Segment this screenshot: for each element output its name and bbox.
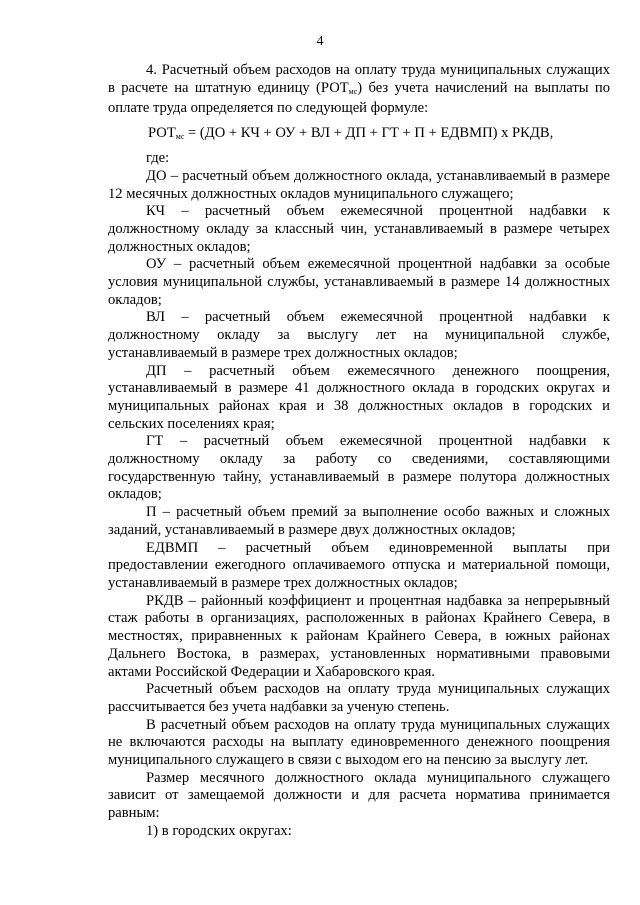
where-label: где:	[146, 150, 170, 167]
definition-p: П – расчетный объем премий за выполнение особо важных и сложных заданий, устанавливаемый в размере двух должностных окладов;	[108, 504, 610, 538]
paragraph-pension-bonus: В расчетный объем расходов на оплату труда муниципальных служащих не включаются расходы на выплату единовременного денежного поощрения муниципального служащего в связи с выходом его на пенсию за выслугу лет.	[108, 716, 610, 769]
list-item-urban-districts: 1) в городских округах:	[146, 822, 292, 839]
definition-edvmp: ЕДВМП – расчетный объем единовременной выплаты при предоставлении ежегодного оплачиваемого отпуска и материальной помощи, устанавливаемый в размере трех должностных окладов;	[108, 539, 610, 591]
definition-do: ДО – расчетный объем должностного оклада, устанавливаемый в размере 12 месячных должностных окладов муниципального служащего;	[108, 167, 610, 202]
definition-rkdv: РКДВ – районный коэффициент и процентная надбавка за непрерывный стаж работы в организациях, расположенных в районах Крайнего Севера, в местностях, приравненных к районам Крайнего Севера, в южных районах Дальнего Востока, в размерах, установленных нормативными правовыми актами Российской Федерации и Хабаровского края.	[108, 592, 610, 680]
paragraph-salary-size: Размер месячного должностного оклада муниципального служащего зависит от замещаемой должности и для расчета норматива принимается равным:	[108, 769, 610, 822]
document-body	[108, 62, 610, 841]
formula	[108, 124, 610, 146]
intro-text-after: ) без учета начислений на выплаты по оплате труда определяется по следующей формуле:	[108, 79, 610, 117]
definition-vl: ВЛ – расчетный объем ежемесячной процентной надбавки к должностному окладу за выслугу лет на муниципальной службе, устанавливаемый в размере трех должностных окладов;	[108, 309, 610, 361]
formula-lhs-subscript: мс	[175, 132, 185, 142]
formula-rhs: = (ДО + КЧ + ОУ + ВЛ + ДП + ГТ + П + ЕДВМП) х РКДВ,	[184, 125, 554, 142]
definition-kch: КЧ – расчетный объем ежемесячной процентной надбавки к должностному окладу за классный чин, устанавливаемый в размере четырех должностных окладов;	[108, 203, 610, 255]
intro-subscript: мс	[348, 86, 358, 96]
page-number: 4	[316, 34, 324, 49]
definition-gt: ГТ – расчетный объем ежемесячной процентной надбавки к должностному окладу за работу со сведениями, составляющими государственную тайну, устанавливаемый в размере полутора должностных окладов;	[108, 433, 610, 503]
paragraph-scientific-degree: Расчетный объем расходов на оплату труда муниципальных служащих рассчитывается без учета надбавки за ученую степень.	[108, 681, 610, 715]
intro-text-before: 4. Расчетный объем расходов на оплату труда муниципальных служащих в расчете на штатную единицу (РОТ	[108, 62, 610, 96]
intro-paragraph	[108, 62, 610, 118]
definition-dp: ДП – расчетный объем ежемесячного денежного поощрения, устанавливаемый в размере 41 должностного оклада в городских округах и муниципальных районах края и 38 должностных окладов в городских и сельских поселениях края;	[108, 362, 610, 432]
formula-lhs: РОТ	[148, 125, 176, 142]
definition-ou: ОУ – расчетный объем ежемесячной процентной надбавки за особые условия муниципальной службы, устанавливаемый в размере 14 должностных окладов;	[108, 256, 610, 308]
